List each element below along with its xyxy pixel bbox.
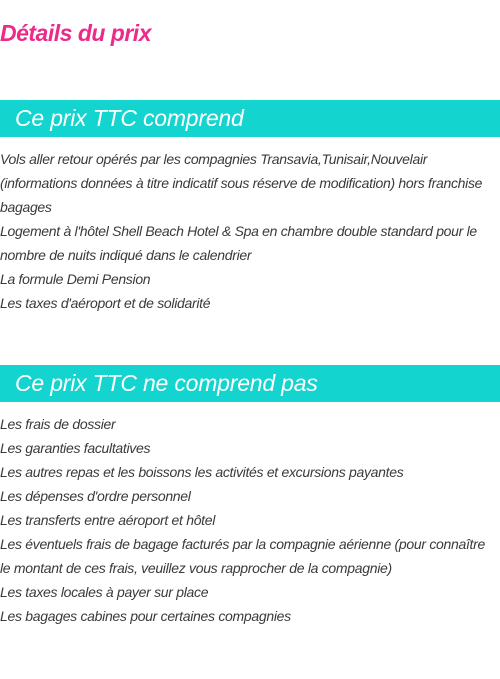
included-item: La formule Demi Pension <box>0 271 151 287</box>
included-list <box>0 147 500 315</box>
included-header: Ce prix TTC comprend <box>0 100 500 137</box>
excluded-list <box>0 412 500 628</box>
excluded-item: Les frais de dossier <box>0 416 116 432</box>
excluded-item: Les autres repas et les boissons les activités et excursions payantes <box>0 464 404 480</box>
included-item: Logement à l'hôtel Shell Beach Hotel & Spa en chambre double standard pour le nombre de nuits indiqué dans le calendrier <box>0 223 477 263</box>
excluded-header: Ce prix TTC ne comprend pas <box>0 365 500 402</box>
excluded-item: Les éventuels frais de bagage facturés par la compagnie aérienne (pour connaître le montant de ces frais, veuillez vous rapprocher de la compagnie) <box>0 536 485 576</box>
included-item: Vols aller retour opérés par les compagnies Transavia,Tunisair,Nouvelair (informations données à titre indicatif sous réserve de modification) hors franchise bagages <box>0 151 483 215</box>
excluded-item: Les transferts entre aéroport et hôtel <box>0 512 216 528</box>
excluded-item: Les garanties facultatives <box>0 440 151 456</box>
excluded-item: Les dépenses d'ordre personnel <box>0 488 191 504</box>
excluded-item: Les taxes locales à payer sur place <box>0 584 209 600</box>
page-title: Détails du prix <box>0 20 151 46</box>
excluded-section <box>0 365 500 628</box>
included-item: Les taxes d'aéroport et de solidarité <box>0 295 211 311</box>
included-section <box>0 100 500 315</box>
excluded-item: Les bagages cabines pour certaines compagnies <box>0 608 291 624</box>
